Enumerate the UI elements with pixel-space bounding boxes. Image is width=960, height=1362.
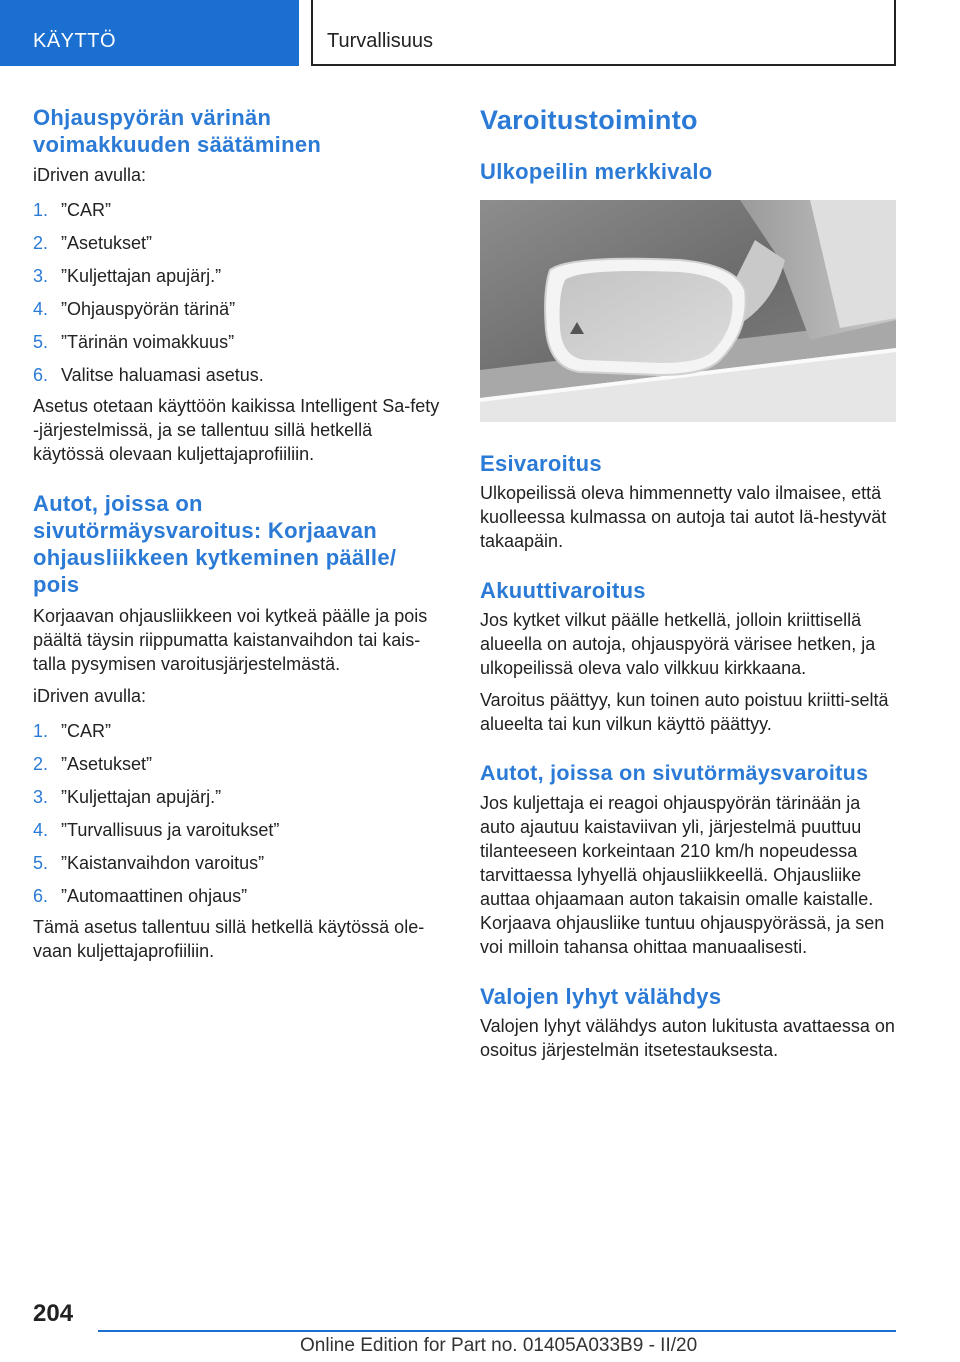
page-number: 204 xyxy=(33,1300,74,1327)
heading-correction: Autot, joissa on sivutörmäysvaroitus: Korjaavan ohjausliikkeen kytkeminen päälle/ pois xyxy=(33,491,397,597)
paragraph-prewarning: Ulkopeilissä oleva himmennetty valo ilmaisee, että kuolleessa kulmassa on autoja tai autot lä-hestyvät takaapäin. xyxy=(480,483,887,551)
heading-vibration: Ohjauspyörän värinän voimakkuuden säätäminen xyxy=(33,105,322,157)
heading-mirror-light: Ulkopeilin merkkivalo xyxy=(480,159,713,184)
footer-divider xyxy=(98,1330,896,1332)
list-item: 3. ”Kuljettajan apujärj.” xyxy=(33,787,222,807)
paragraph-saved: Tämä asetus tallentuu sillä hetkellä käytössä ole-vaan kuljettajaprofiiliin. xyxy=(33,917,425,961)
idrive-intro-1: iDriven avulla: xyxy=(33,165,147,185)
list-item: 2. ”Asetukset” xyxy=(33,233,153,253)
page-header xyxy=(0,0,960,66)
paragraph-correction: Korjaavan ohjausliikkeen voi kytkeä päälle ja pois päältä täysin riippumatta kaistanvaihdon tai kais-talla pysymisen varoitusjärjestelmästä. xyxy=(33,606,428,674)
steps-list-2 xyxy=(33,719,443,908)
list-item: 4. ”Ohjauspyörän tärinä” xyxy=(33,299,236,319)
list-item: 1. ”CAR” xyxy=(33,721,111,741)
heading-warning-function: Varoitustoiminto xyxy=(480,105,698,135)
list-item: 6. ”Automaattinen ohjaus” xyxy=(33,886,248,906)
paragraph-acute-1: Jos kytket vilkut päälle hetkellä, jolloin kriittisellä alueella on autoja, ohjauspyörä värisee hetken, ja ulkopeilissä oleva valo vilkkuu kirkkaana. xyxy=(480,610,876,678)
edition-info: Online Edition for Part no. 01405A033B9 - II/20 xyxy=(300,1335,698,1356)
paragraph-setting: Asetus otetaan käyttöön kaikissa Intelligent Sa-fety -järjestelmissä, ja se tallentuu sillä hetkellä käytössä olevaan kuljettajaprofiiliin. xyxy=(33,396,440,464)
left-column xyxy=(33,104,443,963)
list-item: 5. ”Tärinän voimakkuus” xyxy=(33,332,235,352)
paragraph-flash: Valojen lyhyt välähdys auton lukitusta avattaessa on osoitus järjestelmän itsetestauksesta. xyxy=(480,1016,895,1060)
section-title: Turvallisuus xyxy=(311,0,896,66)
list-item: 3. ”Kuljettajan apujärj.” xyxy=(33,266,222,286)
heading-acute-warning: Akuuttivaroitus xyxy=(480,578,646,603)
list-item: 5. ”Kaistanvaihdon varoitus” xyxy=(33,853,265,873)
heading-flash: Valojen lyhyt välähdys xyxy=(480,984,722,1009)
right-column xyxy=(480,104,896,1062)
list-item: 1. ”CAR” xyxy=(33,200,111,220)
paragraph-side-collision: Jos kuljettaja ei reagoi ohjauspyörän tärinään ja auto ajautuu kaistaviivan yli, järjestelmä puuttuu tilanteeseen korkeintaan 210 km/h nopeudessa tarvittaessa lyhyellä ohjausliikkeellä. Ohjausliike auttaa ohjaamaan auton takaisin omalle kaistalle. Korjaava ohjausliike tuntuu ohjauspyörässä, ja sen voi milloin tahansa ohittaa manuaalisesti. xyxy=(480,793,885,957)
chapter-tab: KÄYTTÖ xyxy=(0,0,299,66)
list-item: 4. ”Turvallisuus ja varoitukset” xyxy=(33,820,280,840)
side-mirror-illustration xyxy=(480,200,896,422)
steps-list-1 xyxy=(33,198,443,387)
idrive-intro-2: iDriven avulla: xyxy=(33,686,147,706)
list-item: 6. Valitse haluamasi asetus. xyxy=(33,365,264,385)
list-item: 2. ”Asetukset” xyxy=(33,754,153,774)
heading-side-collision: Autot, joissa on sivutörmäysvaroitus xyxy=(480,761,869,785)
heading-prewarning: Esivaroitus xyxy=(480,451,602,476)
paragraph-acute-2: Varoitus päättyy, kun toinen auto poistuu kriitti-seltä alueelta tai kun vilkun käyttö päättyy. xyxy=(480,690,889,734)
